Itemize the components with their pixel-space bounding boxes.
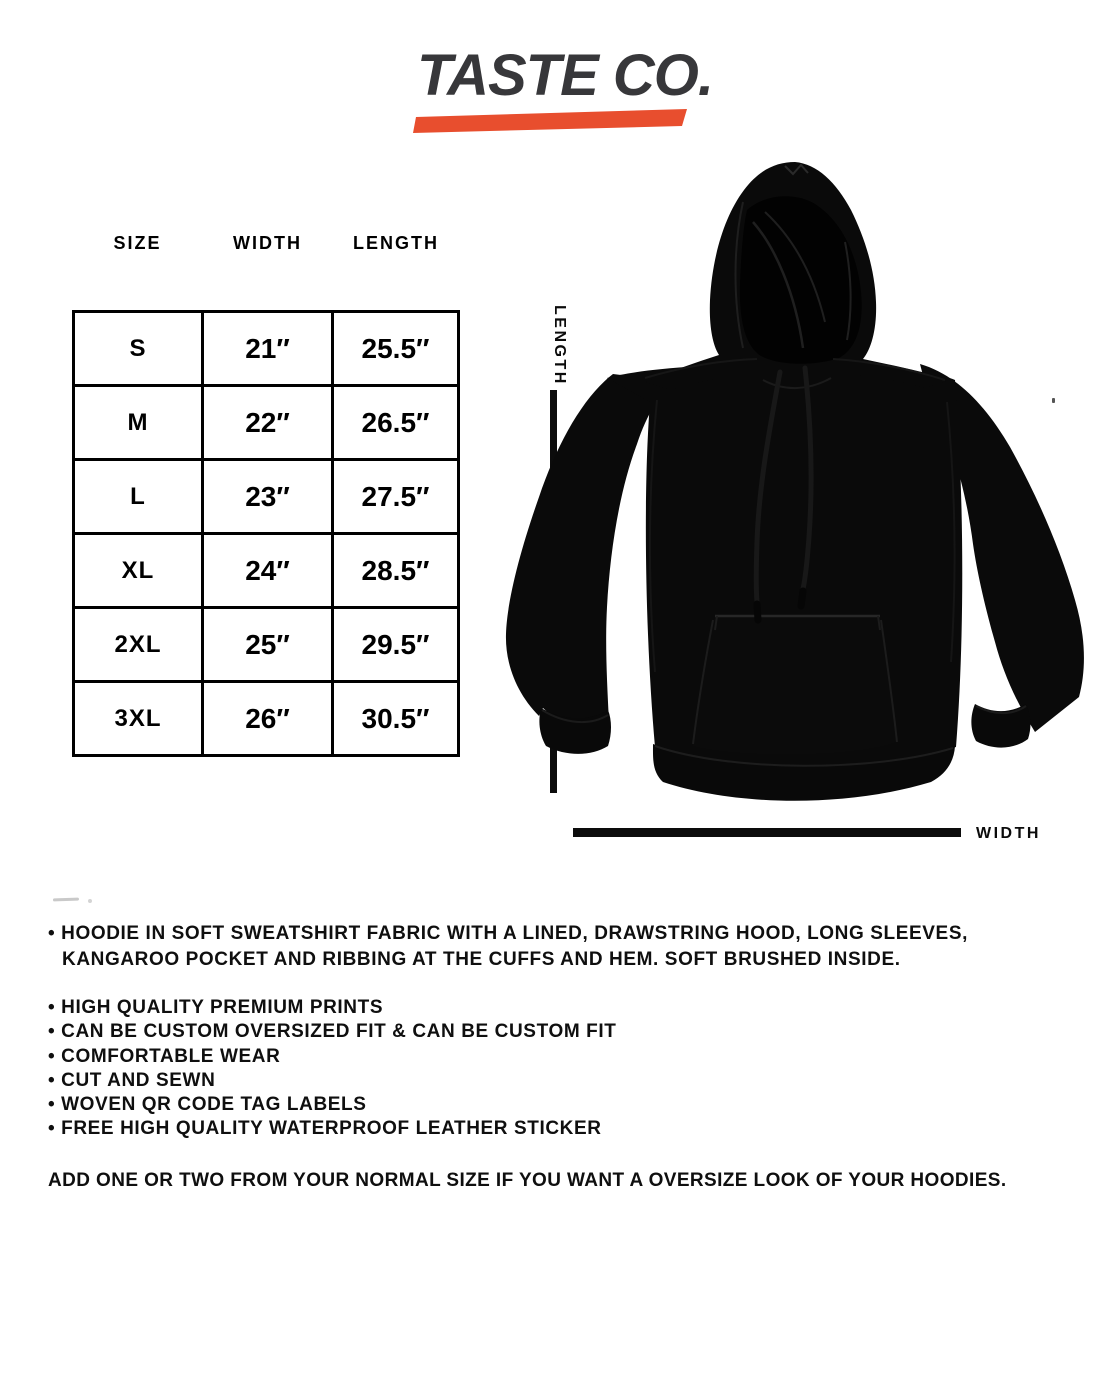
width-axis-label: WIDTH [976,825,1041,842]
scan-smudge [53,898,79,902]
feature-item: • CUT AND SEWN [48,1069,216,1091]
width-cell: 24″ [203,534,333,608]
length-cell: 29.5″ [333,608,459,682]
feature-list [48,996,616,1142]
size-cell: M [74,386,203,460]
width-cell: 25″ [203,608,333,682]
size-chart-headers [72,233,460,254]
table-row [74,386,459,460]
width-cell: 26″ [203,682,333,756]
brand-logo-text: TASTE CO. [416,43,714,108]
size-cell: S [74,312,203,386]
table-row [74,312,459,386]
intro-line-2: KANGAROO POCKET AND RIBBING AT THE CUFFS AND HEM. SOFT BRUSHED INSIDE. [62,948,901,970]
length-cell: 26.5″ [333,386,459,460]
size-table [72,310,460,757]
size-cell: L [74,460,203,534]
length-cell: 30.5″ [333,682,459,756]
feature-item: • FREE HIGH QUALITY WATERPROOF LEATHER STICKER [48,1118,602,1140]
table-row [74,534,459,608]
intro-bullet [48,921,968,972]
feature-item: • COMFORTABLE WEAR [48,1045,281,1067]
size-cell: 2XL [74,608,203,682]
width-cell: 23″ [203,460,333,534]
header-size: SIZE [113,233,162,253]
length-cell: 25.5″ [333,312,459,386]
hoodie-illustration [495,152,1095,832]
length-cell: 27.5″ [333,460,459,534]
table-row [74,608,459,682]
brand-logo-underline [413,109,687,133]
width-cell: 21″ [203,312,333,386]
table-row [74,682,459,756]
intro-line-1: • HOODIE IN SOFT SWEATSHIRT FABRIC WITH A LINED, DRAWSTRING HOOD, LONG SLEEVES, [48,923,968,944]
width-cell: 22″ [203,386,333,460]
sizing-note: ADD ONE OR TWO FROM YOUR NORMAL SIZE IF YOU WANT A OVERSIZE LOOK OF YOUR HOODIES. [48,1170,1007,1191]
feature-item: • CAN BE CUSTOM OVERSIZED FIT & CAN BE CUSTOM FIT [48,1021,617,1043]
header-width: WIDTH [233,233,302,253]
header-length: LENGTH [353,233,439,253]
scan-smudge-dot [88,899,92,903]
size-cell: XL [74,534,203,608]
table-row [74,460,459,534]
length-cell: 28.5″ [333,534,459,608]
size-cell: 3XL [74,682,203,756]
length-axis-label: LENGTH [551,305,568,386]
feature-item: • HIGH QUALITY PREMIUM PRINTS [48,997,384,1018]
feature-item: • WOVEN QR CODE TAG LABELS [48,1094,367,1116]
